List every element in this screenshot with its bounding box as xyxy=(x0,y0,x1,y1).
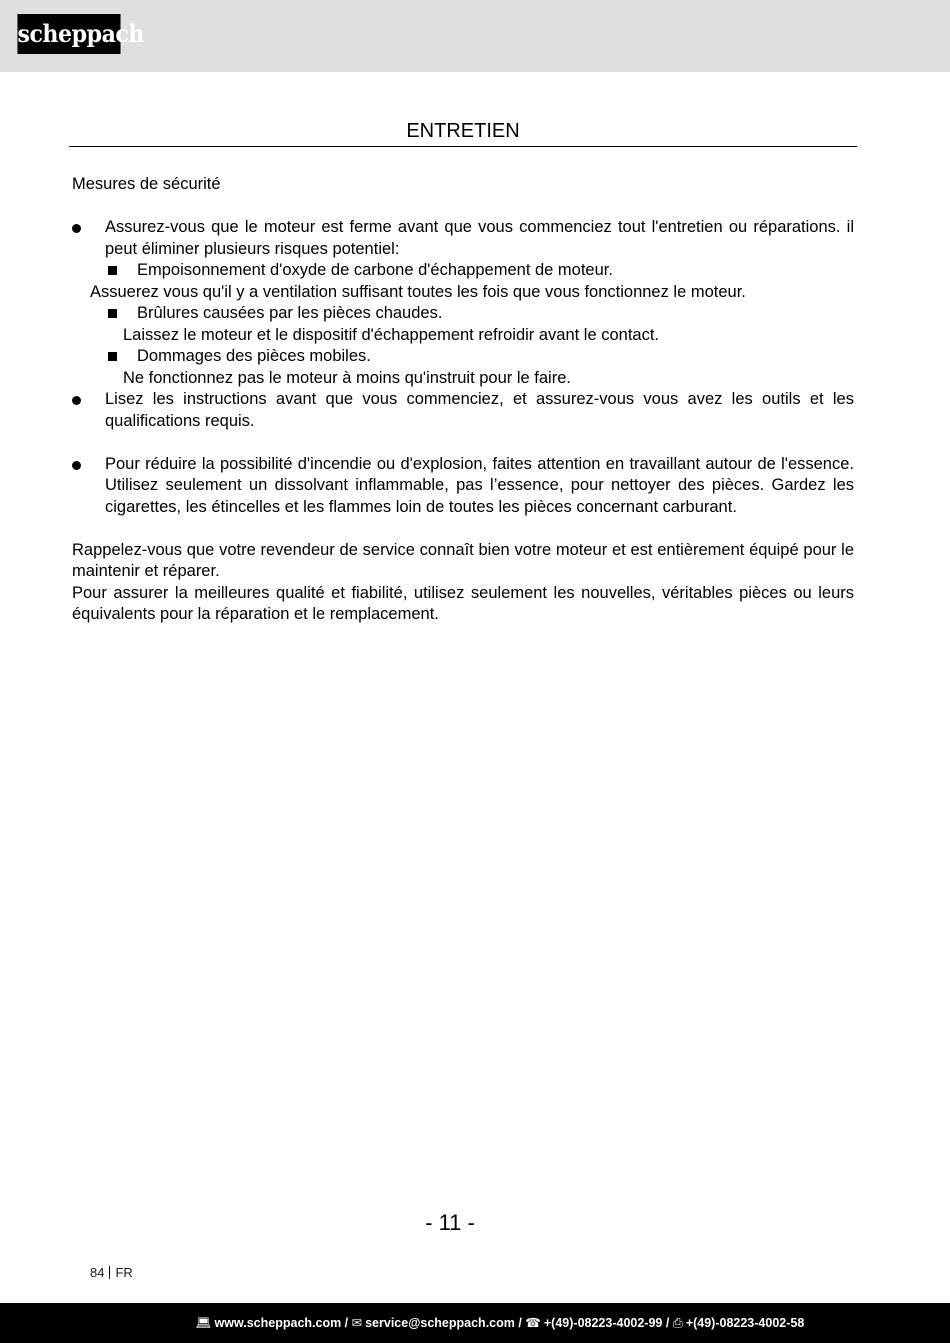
spacer xyxy=(72,432,854,454)
title-divider xyxy=(69,146,857,147)
computer-icon: 💻︎ xyxy=(195,1316,212,1330)
bullet-dot-icon xyxy=(72,396,81,405)
page-ref-divider xyxy=(109,1266,110,1279)
document-body xyxy=(72,174,854,626)
scheppach-logo: scheppach xyxy=(17,14,120,54)
bullet-text: Assurez-vous que le moteur est ferme avant que vous commenciez tout l'entretien ou réparations. il peut éliminer plusieurs risques potentiel: xyxy=(105,218,854,258)
footer-email[interactable]: service@scheppach.com xyxy=(365,1316,515,1330)
sub-item-text: Assuerez vous qu'il y a ventilation suffisant toutes les fois que vous fonctionnez le moteur. xyxy=(90,282,746,301)
phone-icon: ☎ xyxy=(525,1316,541,1330)
section-heading: Mesures de sécurité xyxy=(72,175,221,193)
sub-item-heading: Empoisonnement d'oxyde de carbone d'échappement de moteur. xyxy=(105,260,854,282)
bullet-item xyxy=(72,217,854,282)
bullet-item xyxy=(72,454,854,519)
footer-band xyxy=(0,1303,950,1343)
mail-icon: ✉ xyxy=(351,1316,363,1330)
sub-item-wrapper xyxy=(72,303,854,389)
bullet-item xyxy=(72,389,854,432)
page-ref-number: 84 xyxy=(90,1265,105,1280)
square-bullet-icon xyxy=(108,266,117,275)
sub-item-text: Laissez le moteur et le dispositif d'échappement refroidir avant le contact. xyxy=(123,325,660,344)
bullet-dot-icon xyxy=(72,461,81,470)
bullet-text: Lisez les instructions avant que vous commenciez, et assurez-vous vous avez les outils et les qualifications requis. xyxy=(105,390,854,430)
page-title: ENTRETIEN xyxy=(406,120,520,142)
footer-fax: +(49)-08223-4002-58 xyxy=(685,1316,805,1330)
closing-paragraph: Rappelez-vous que votre revendeur de service connaît bien votre moteur et est entièrement équipé pour le maintenir et réparer. xyxy=(72,540,854,580)
spacer xyxy=(72,518,854,540)
sub-item-heading: Dommages des pièces mobiles. xyxy=(105,346,854,368)
square-bullet-icon xyxy=(108,352,117,361)
bullet-text: Pour réduire la possibilité d'incendie ou d'explosion, faites attention en travaillant autour de l'essence. Utilisez seulement un dissolvant inflammable, pas l’essence, pour nettoyer des pièces. Gardez les cigarettes, les étincelles et les flammes loin de toutes les pièces concernant carburant. xyxy=(105,454,854,516)
page-reference xyxy=(90,1265,133,1281)
square-bullet-icon xyxy=(108,309,117,318)
bullet-dot-icon xyxy=(72,224,81,233)
footer-phone: +(49)-08223-4002-99 xyxy=(543,1316,663,1330)
header-band xyxy=(0,0,950,72)
fax-icon: ⎙ xyxy=(672,1316,683,1330)
sub-item-text: Ne fonctionnez pas le moteur à moins qu'instruit pour le faire. xyxy=(123,368,571,387)
closing-paragraph: Pour assurer la meilleures qualité et fiabilité, utilisez seulement les nouvelles, véritables pièces ou leurs équivalents pour la réparation et le remplacement. xyxy=(72,583,854,623)
page-number: - 11 - xyxy=(425,1210,475,1235)
footer-contact: 💻︎ www.scheppach.com / ✉ service@scheppach.com / ☎ +(49)-08223-4002-99 / ⎙ +(49)-08223-4002-58 xyxy=(195,1316,805,1330)
sub-item-heading: Brûlures causées par les pièces chaudes. xyxy=(105,303,854,325)
footer-website[interactable]: www.scheppach.com xyxy=(214,1316,342,1330)
page-ref-language: FR xyxy=(115,1265,133,1280)
